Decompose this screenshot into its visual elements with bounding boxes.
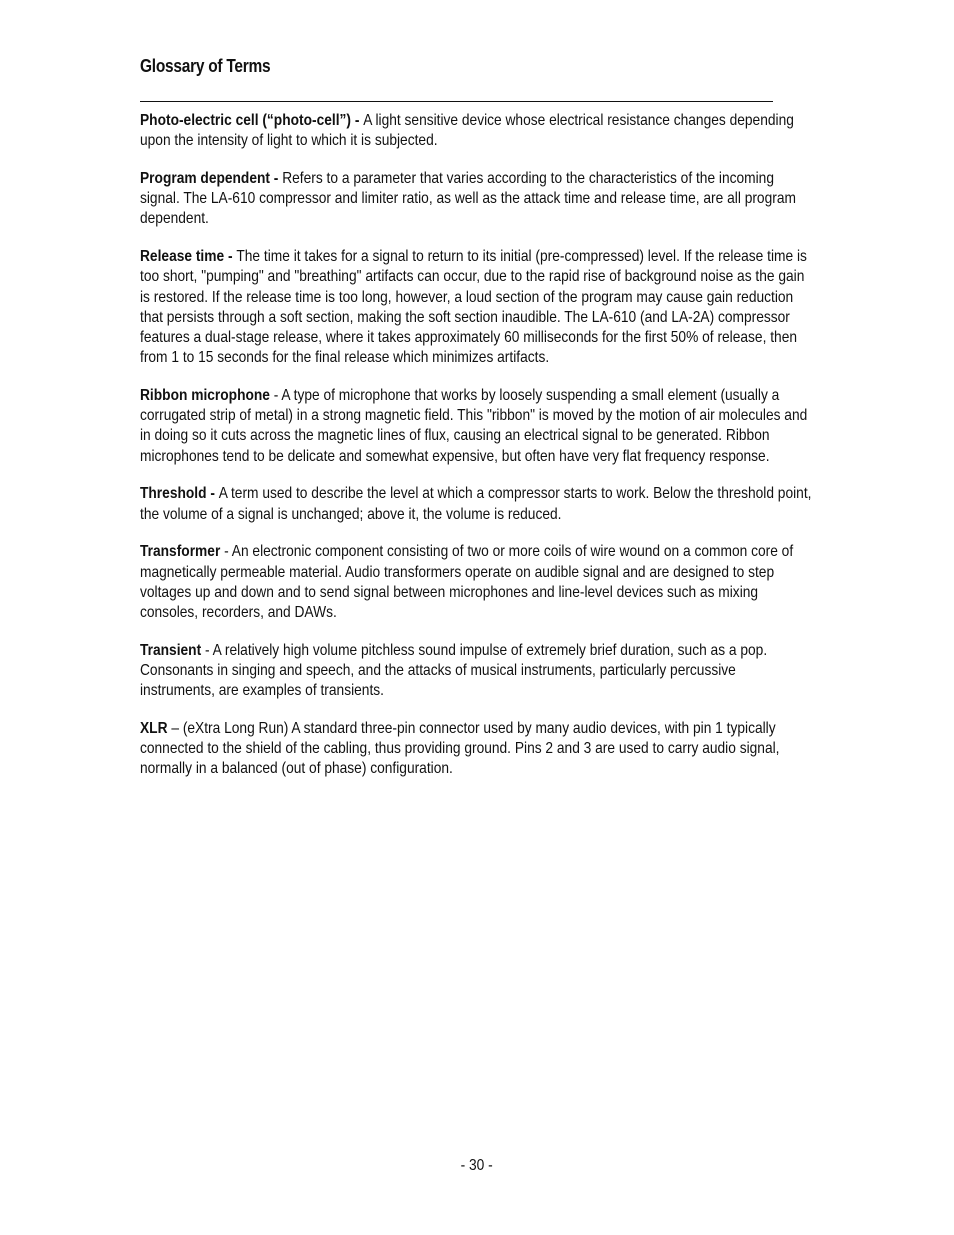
glossary-term: Transformer	[140, 543, 221, 561]
glossary-entry-threshold	[140, 484, 813, 524]
glossary-definition: - An electronic component consisting of two or more coils of wire wound on a common core of magnetically permeable material. Audio transformers operate on audible signal and are designed to step voltages up and down and to send signal between microphones and line-level devices such as mixing consoles, recorders, and DAWs.	[140, 543, 794, 622]
glossary-entry-ribbon-microphone	[140, 386, 813, 467]
glossary-definition: - A relatively high volume pitchless sound impulse of extremely brief duration, such as a pop. Consonants in singing and speech, and the attacks of musical instruments, particularly percussive instruments, are examples of transients.	[140, 641, 768, 700]
glossary-term: Threshold -	[140, 485, 219, 503]
glossary-term: Ribbon microphone	[140, 387, 270, 405]
glossary-definition: - A type of microphone that works by loosely suspending a small element (usually a corrugated strip of metal) in a strong magnetic field. This "ribbon" is moved by the motion of air molecules and in doing so it cuts across the magnetic lines of flux, causing an electrical signal to be generated. Ribbon microphones tend to be delicate and somewhat expensive, but often have very flat frequency response.	[140, 387, 808, 465]
page-heading: Glossary of Terms	[140, 56, 271, 76]
glossary-term: Release time -	[140, 248, 237, 266]
glossary-term: Transient	[140, 641, 202, 659]
glossary-entry-xlr	[140, 719, 813, 780]
glossary-term: Program dependent -	[140, 170, 283, 187]
glossary-entry-photo-electric-cell	[140, 111, 813, 151]
glossary-entry-transformer	[140, 542, 813, 623]
glossary-definition: A light sensitive device whose electrical resistance changes depending upon the intensity of light to which it is subjected.	[140, 112, 794, 150]
glossary-definition: The time it takes for a signal to return to its initial (pre-compressed) level. If the release time is too short, "pumping" and "breathing" artifacts can occur, due to the rapid rise of background noise as the gain is restored. If the release time is too long, however, a loud section of the program may cause gain reduction that persists through a soft section, making the soft section inaudible. The LA-610 (and LA-2A) compressor features a dual-stage release, where it takes approximately 60 milliseconds for the first 50% of release, then from 1 to 15 seconds for the final release which minimizes artifacts.	[140, 248, 807, 367]
glossary-term: XLR	[140, 720, 168, 738]
heading-rule	[140, 101, 773, 102]
glossary-entry-release-time	[140, 247, 813, 368]
glossary-definition: – (eXtra Long Run) A standard three-pin connector used by many audio devices, with pin 1 typically connected to the shield of the cabling, thus providing ground. Pins 2 and 3 are used to carry audio signal, normally in a balanced (out of phase) configuration.	[140, 720, 780, 778]
glossary-list	[140, 111, 813, 797]
glossary-entry-program-dependent	[140, 169, 813, 230]
glossary-definition: A term used to describe the level at which a compressor starts to work. Below the threshold point, the volume of a signal is unchanged; above it, the volume is reduced.	[140, 485, 812, 523]
glossary-term: Photo-electric cell (“photo-cell”) -	[140, 112, 364, 129]
page-number	[0, 1157, 954, 1175]
glossary-entry-transient	[140, 641, 813, 702]
glossary-definition: Refers to a parameter that varies according to the characteristics of the incoming signal. The LA-610 compressor and limiter ratio, as well as the attack time and release time, are all program dependent.	[140, 170, 796, 228]
page-number-text: - 30 -	[460, 1157, 494, 1174]
